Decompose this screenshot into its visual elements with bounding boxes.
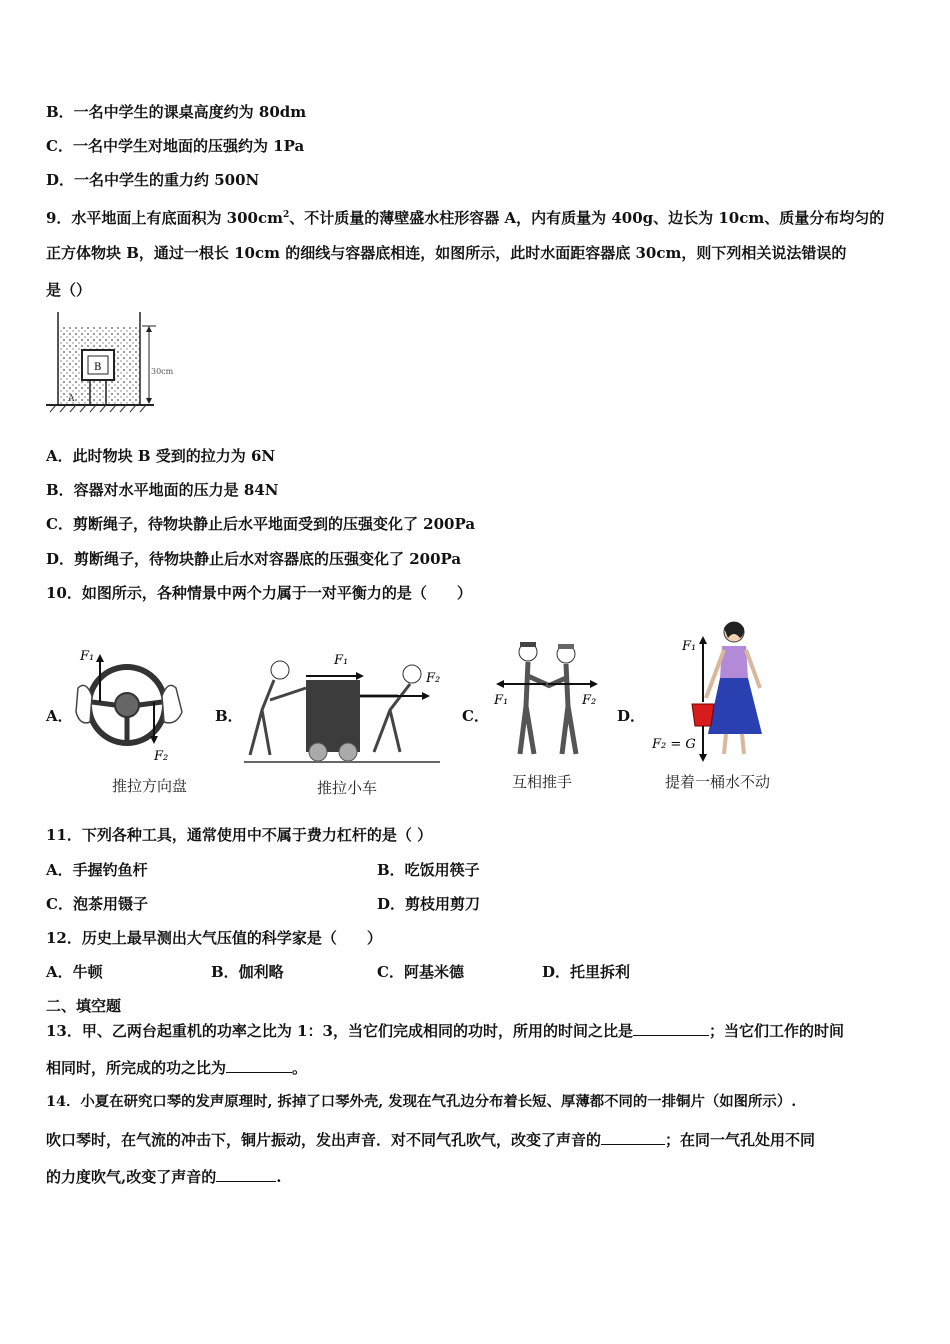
- q9-option-d: D．剪断绳子，待物块静止后水对容器底的压强变化了 200Pa: [46, 550, 462, 568]
- q9-stem-superscript: 2: [282, 210, 290, 220]
- q8-option-c: C．一名中学生对地面的压强约为 1Pa: [46, 137, 305, 155]
- q11-option-c: C．泡茶用镊子: [46, 895, 148, 913]
- section-fill-in-title: 二、填空题: [46, 997, 122, 1015]
- q12-option-d: D．托里拆利: [542, 963, 631, 981]
- q14-blank-1[interactable]: [601, 1130, 665, 1145]
- force-f2-label: F₂: [582, 693, 597, 708]
- q10-panel-d-caption: 提着一桶水不动: [665, 773, 771, 791]
- q10-panel-a-caption: 推拉方向盘: [112, 777, 188, 795]
- force-f2-label: F₂: [426, 671, 441, 686]
- left-child: [250, 680, 306, 755]
- force-f1-label: F₁: [334, 653, 349, 668]
- q10-panel-b-figure: [240, 640, 450, 770]
- left-hand: [76, 685, 92, 723]
- q10-panel-c-caption: 互相推手: [512, 773, 573, 791]
- left-person: [520, 662, 550, 754]
- force-f2-label: F₂ = G: [652, 737, 696, 752]
- q14-line3: [46, 1167, 281, 1187]
- q10-panel-d-figure: [648, 616, 778, 766]
- container-label: A: [68, 394, 75, 404]
- q13-text-2: ；当它们工作的时间: [708, 1022, 844, 1040]
- q14-text-3: 的力度吹气,改变了声音的: [46, 1168, 217, 1186]
- q9-stem-part1: 9．水平地面上有底面积为 300cm: [46, 209, 283, 227]
- q11-option-a: A．手握钓鱼杆: [46, 861, 148, 879]
- q14-line2: [46, 1130, 815, 1150]
- q10-panel-d-letter: D．: [617, 707, 646, 725]
- q14-text-1: 吹口琴时，在气流的冲击下，铜片振动，发出声音．对不同气孔吹气，改变了声音的: [46, 1131, 602, 1149]
- right-child: [360, 684, 410, 752]
- q13-text-1: 13．甲、乙两台起重机的功率之比为 1：3，当它们完成相同的功时，所用的时间之比是: [46, 1022, 633, 1040]
- q10-panel-c-figure: [488, 636, 608, 766]
- q14-blank-2[interactable]: [216, 1167, 276, 1182]
- force-f1-label: F₁: [682, 639, 697, 654]
- q10-panel-c-letter: C．: [462, 707, 489, 725]
- bucket: [692, 704, 714, 726]
- right-person: [548, 664, 576, 754]
- q10-stem: 10．如图所示，各种情景中两个力属于一对平衡力的是（ ）: [46, 584, 472, 602]
- force-f1-label: F₁: [80, 649, 95, 664]
- block-b-label: B: [94, 362, 102, 373]
- q11-option-d: D．剪枝用剪刀: [377, 895, 481, 913]
- q10-panel-a-figure: [72, 640, 197, 770]
- q13-line1: [46, 1021, 844, 1041]
- q9-option-b: B．容器对水平地面的压力是 84N: [46, 481, 279, 499]
- q9-option-a: A．此时物块 B 受到的拉力为 6N: [46, 447, 276, 465]
- q12-option-c: C．阿基米德: [377, 963, 464, 981]
- q8-option-b: B．一名中学生的课桌高度约为 80dm: [46, 103, 307, 121]
- q13-blank-2[interactable]: [226, 1058, 292, 1073]
- force-f2-label: F₂: [154, 749, 169, 764]
- q13-blank-1[interactable]: [633, 1021, 709, 1036]
- q11-option-b: B．吃饭用筷子: [377, 861, 480, 879]
- q13-line2: [46, 1058, 307, 1078]
- q12-option-a: A．牛顿: [46, 963, 103, 981]
- q9-stem-line3: 是（）: [46, 281, 92, 299]
- height-label: 30cm: [151, 367, 174, 376]
- q8-option-d: D．一名中学生的重力约 500N: [46, 171, 260, 189]
- skirt: [708, 678, 762, 734]
- q14-text-2: ；在同一气孔处用不同: [665, 1131, 816, 1149]
- q9-option-c: C．剪断绳子，待物块静止后水平地面受到的压强变化了 200Pa: [46, 515, 476, 533]
- q11-stem: 11．下列各种工具，通常使用中不属于费力杠杆的是（ ）: [46, 826, 433, 844]
- right-hand: [162, 685, 182, 723]
- q14-line1: 14．小夏在研究口琴的发声原理时, 拆掉了口琴外壳, 发现在气孔边分布着长短、厚薄都不同的一排铜片（如图所示）.: [46, 1093, 797, 1110]
- q10-panel-b-letter: B．: [215, 707, 243, 725]
- q9-stem-part2: 、不计质量的薄壁盛水柱形容器 A，内有质量为 400g、边长为 10cm、质量分布均匀的: [289, 209, 885, 227]
- q9-stem-line2: 正方体物块 B，通过一根长 10cm 的细线与容器底相连，如图所示，此时水面距容器底 30cm，则下列相关说法错误的: [46, 244, 847, 262]
- force-f1-label: F₁: [494, 693, 509, 708]
- cart-body: [306, 680, 360, 752]
- q14-text-4: .: [276, 1168, 282, 1186]
- q12-stem: 12．历史上最早测出大气压值的科学家是（ ）: [46, 929, 382, 947]
- q12-option-b: B．伽利略: [211, 963, 284, 981]
- q9-container-figure: [44, 308, 184, 420]
- q13-text-3: 相同时，所完成的功之比为: [46, 1059, 227, 1077]
- q10-panel-b-caption: 推拉小车: [317, 779, 378, 797]
- q9-stem-line1: [46, 205, 884, 228]
- q10-panel-a-letter: A．: [46, 707, 73, 725]
- q13-text-4: 。: [292, 1059, 308, 1077]
